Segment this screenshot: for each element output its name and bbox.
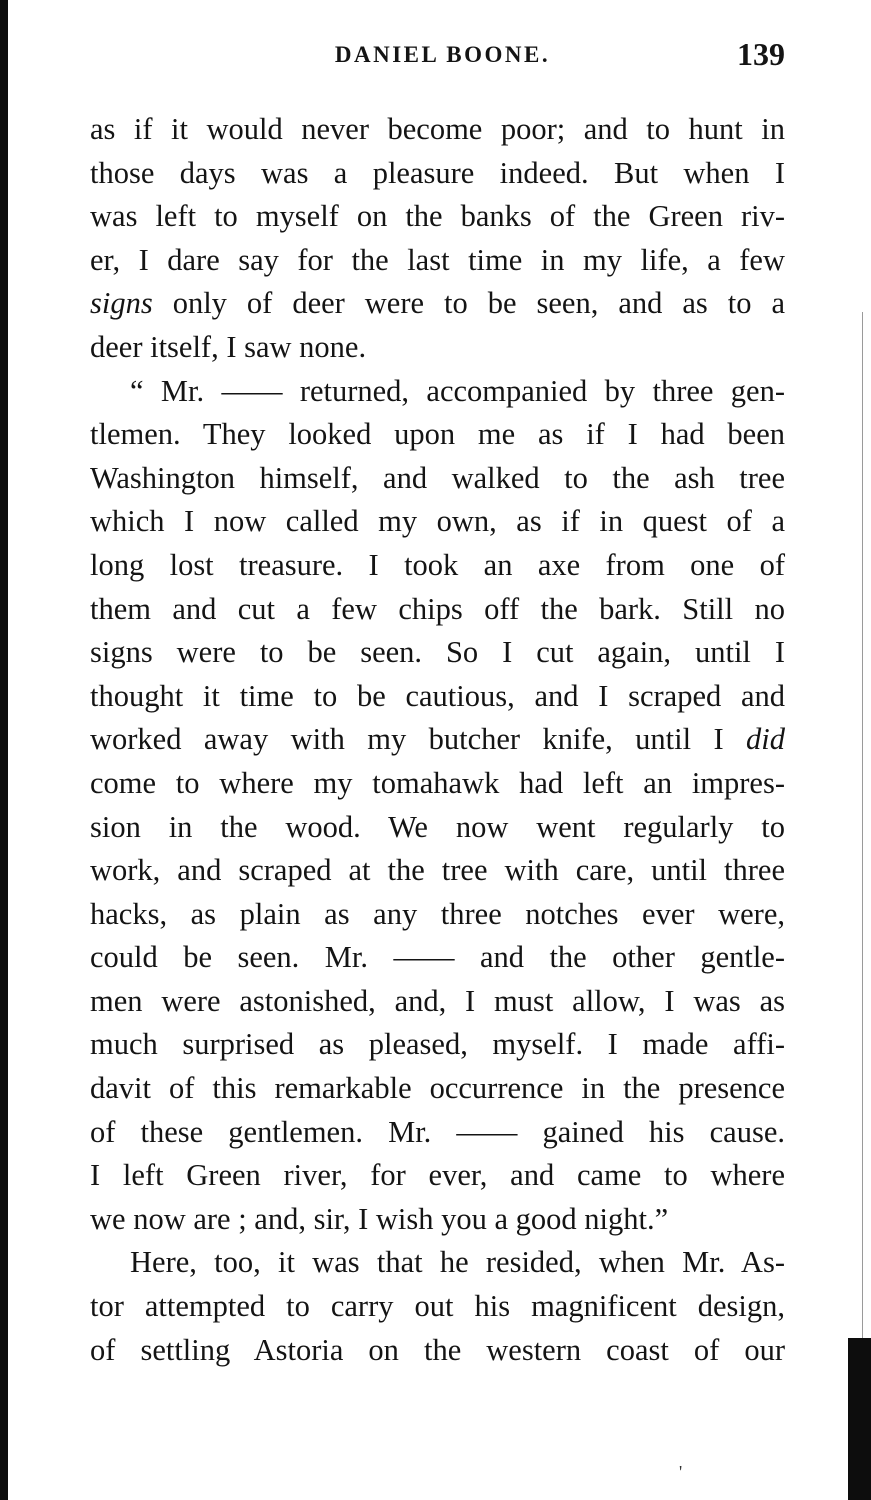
- text-line: [90, 675, 785, 719]
- text-line: [90, 544, 785, 588]
- text-run: men were astonished, and, I must allow, I was as: [90, 983, 785, 1018]
- text-run: Here, too, it was that he resided, when Mr. As-: [130, 1245, 785, 1280]
- text-run: as if it would never become poor; and to hunt in: [90, 112, 785, 146]
- page-edge-line-right: [862, 312, 863, 1342]
- text-line: [90, 239, 785, 283]
- italic-text: signs: [90, 286, 153, 321]
- text-line: [90, 457, 785, 501]
- text-line: [90, 1023, 785, 1067]
- text-run: tlemen. They looked upon me as if I had been: [90, 417, 785, 452]
- text-line: [90, 893, 785, 937]
- text-run: much surprised as pleased, myself. I made affi-: [90, 1027, 785, 1062]
- text-run: davit of this remarkable occurrence in the presence: [90, 1071, 785, 1106]
- text-line: [90, 1241, 785, 1285]
- text-line: [90, 282, 785, 326]
- text-run: work, and scraped at the tree with care, until three: [90, 853, 785, 888]
- stray-mark: ': [679, 1462, 683, 1482]
- running-head: DANIEL BOONE.: [334, 42, 551, 67]
- text-run: those days was a pleasure indeed. But when I: [90, 155, 785, 190]
- body-text: [90, 108, 785, 1372]
- text-line: [90, 762, 785, 806]
- text-run: I left Green river, for ever, and came to where: [90, 1158, 785, 1193]
- text-run: of these gentlemen. Mr. —— gained his cause.: [90, 1114, 785, 1149]
- text-run: was left to myself on the banks of the Green riv-: [90, 199, 785, 234]
- text-run: thought it time to be cautious, and I scraped and: [90, 678, 785, 713]
- text-line: [90, 718, 785, 762]
- text-run: deer itself, I saw none.: [90, 329, 367, 364]
- text-line: [90, 195, 785, 239]
- text-run: worked away with my butcher knife, until I: [90, 722, 747, 757]
- text-line: [90, 152, 785, 196]
- page-header: [90, 38, 785, 82]
- text-line: [90, 631, 785, 675]
- paragraph: [90, 1241, 785, 1372]
- text-line: [90, 370, 785, 414]
- text-line: [90, 108, 785, 152]
- italic-text: did: [746, 722, 785, 757]
- paragraph: [90, 370, 785, 1242]
- text-run: them and cut a few chips off the bark. Still no: [90, 591, 785, 626]
- text-run: long lost treasure. I took an axe from one of: [90, 547, 785, 582]
- text-line: [90, 588, 785, 632]
- text-line: [90, 1329, 785, 1373]
- text-line: [90, 1067, 785, 1111]
- paragraph: [90, 108, 785, 370]
- text-run: Washington himself, and walked to the ash tree: [90, 460, 785, 495]
- text-run: could be seen. Mr. —— and the other gentle-: [90, 940, 785, 975]
- page-edge-shadow-right: [848, 1338, 871, 1500]
- text-run: er, I dare say for the last time in my life, a few: [90, 242, 785, 277]
- text-run: we now are ; and, sir, I wish you a good night.”: [90, 1201, 669, 1236]
- text-run: come to where my tomahawk had left an impres-: [90, 765, 785, 800]
- text-run: signs were to be seen. So I cut again, until I: [90, 635, 785, 670]
- text-line: [90, 500, 785, 544]
- text-line: [90, 326, 785, 370]
- text-line: [90, 1285, 785, 1329]
- text-line: [90, 413, 785, 457]
- text-run: of settling Astoria on the western coast of our: [90, 1332, 785, 1367]
- text-run: hacks, as plain as any three notches ever were,: [90, 896, 785, 931]
- text-line: [90, 1154, 785, 1198]
- text-line: [90, 1198, 785, 1242]
- text-line: [90, 980, 785, 1024]
- text-run: which I now called my own, as if in quest of a: [90, 504, 785, 539]
- text-line: [90, 849, 785, 893]
- text-line: [90, 1111, 785, 1155]
- text-run: “ Mr. —— returned, accompanied by three gen-: [130, 373, 785, 408]
- text-line: [90, 806, 785, 850]
- text-line: [90, 936, 785, 980]
- page-number: 139: [737, 36, 785, 72]
- page-edge-shadow-left: [0, 0, 8, 1500]
- text-run: only of deer were to be seen, and as to a: [152, 286, 785, 321]
- text-run: sion in the wood. We now went regularly to: [90, 809, 785, 844]
- text-run: tor attempted to carry out his magnificent design,: [90, 1289, 785, 1324]
